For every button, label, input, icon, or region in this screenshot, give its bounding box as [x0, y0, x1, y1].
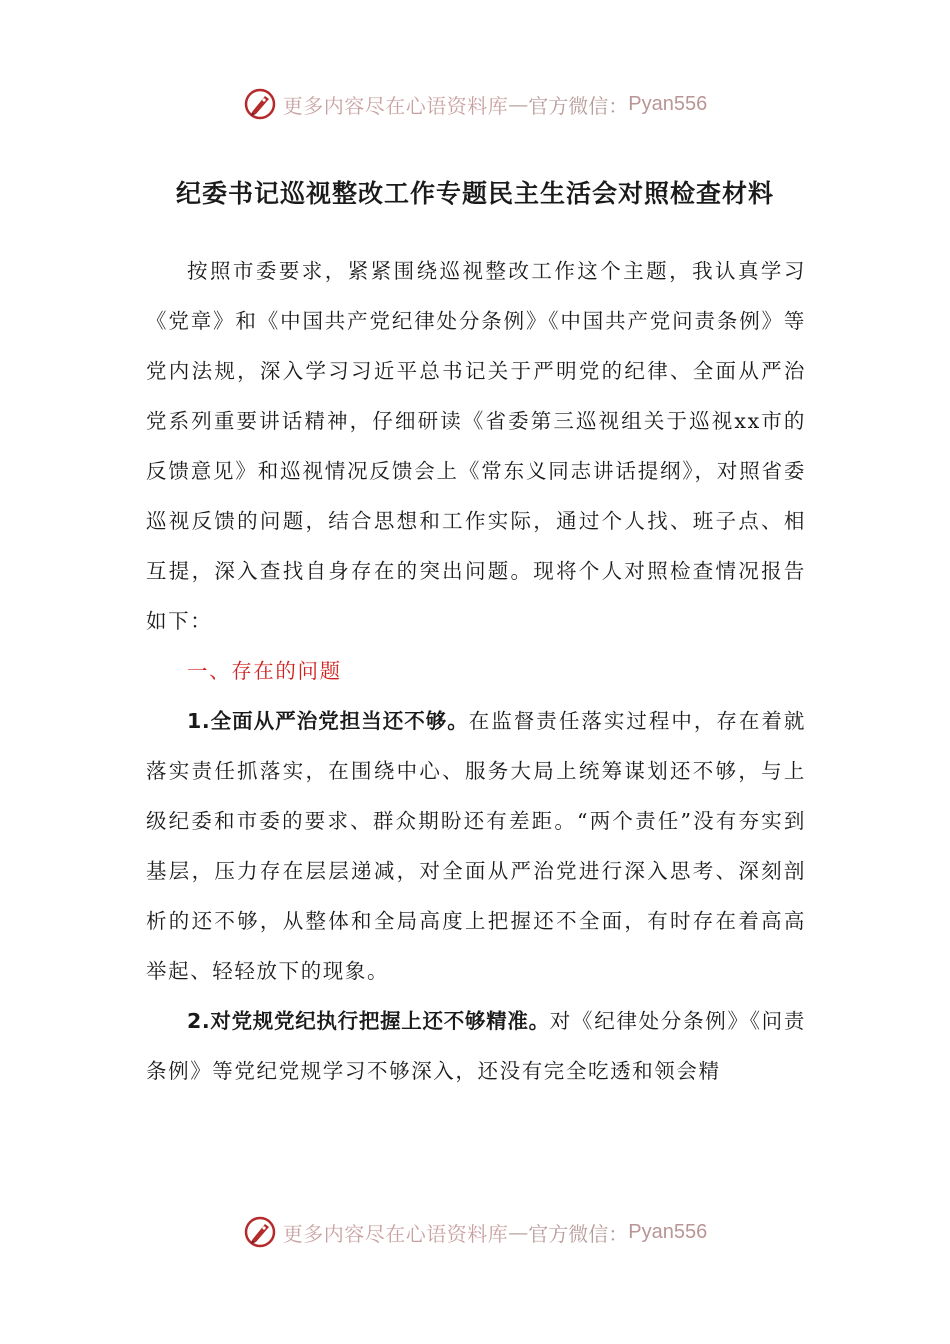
banner-wechat-label: 官方微信： — [528, 1221, 629, 1246]
pen-nib-icon — [243, 87, 277, 121]
intro-paragraph: 按照市委要求，紧紧围绕巡视整改工作这个主题，我认真学习《党章》和《中国共产党纪律处分条例》《中国共产党问责条例》等党内法规，深入学习习近平总书记关于严明党的纪律、全面从严治党系列重要讲话精神，仔细研读《省委第三巡视组关于巡视xx市的反馈意见》和巡视情况反馈会上《常东义同志讲话提纲》，对照省委巡视反馈的问题，结合思想和工作实际，通过个人找、班子点、相互提，深入查找自身存在的突出问题。现将个人对照检查情况报告如下： — [146, 259, 806, 633]
item-1-text: 在监督责任落实过程中，存在着就落实责任抓落实，在围绕中心、服务大局上统筹谋划还不够，与上级纪委和市委的要求、群众期盼还有差距。“两个责任”没有夯实到基层，压力存在层层递减，对全面从严治党进行深入思考、深刻剖析的还不够，从整体和全局高度上把握还不全面，有时存在着高高举起、轻轻放下的现象。 — [146, 709, 807, 983]
item-1-paragraph — [146, 696, 806, 996]
item-2-text: 对《纪律处分条例》《问责条例》等党纪党规学习不够深入，还没有完全吃透和领会精 — [146, 1009, 806, 1083]
item-2-paragraph — [146, 996, 806, 1096]
banner-wechat-label: 官方微信： — [528, 93, 629, 118]
banner-wechat-id: Pyan556 — [628, 92, 708, 115]
section-heading: 一、存在的问题 — [187, 659, 342, 683]
banner-separator: — — [508, 92, 529, 116]
banner-text: 更多内容尽在心语资料库 — [282, 1221, 509, 1246]
header-banner — [0, 84, 950, 124]
document-body — [146, 246, 806, 1096]
banner-separator: — — [508, 1220, 529, 1244]
pen-nib-icon — [243, 1215, 277, 1249]
banner-wechat-id: Pyan556 — [628, 1220, 708, 1243]
item-2-lead: 2.对党规党纪执行把握上还不够精准。 — [187, 1009, 550, 1033]
banner-text: 更多内容尽在心语资料库 — [282, 93, 509, 118]
footer-banner — [0, 1212, 950, 1252]
document-title: 纪委书记巡视整改工作专题民主生活会对照检查材料 — [175, 179, 774, 208]
item-1-lead: 1.全面从严治党担当还不够。 — [187, 709, 469, 733]
